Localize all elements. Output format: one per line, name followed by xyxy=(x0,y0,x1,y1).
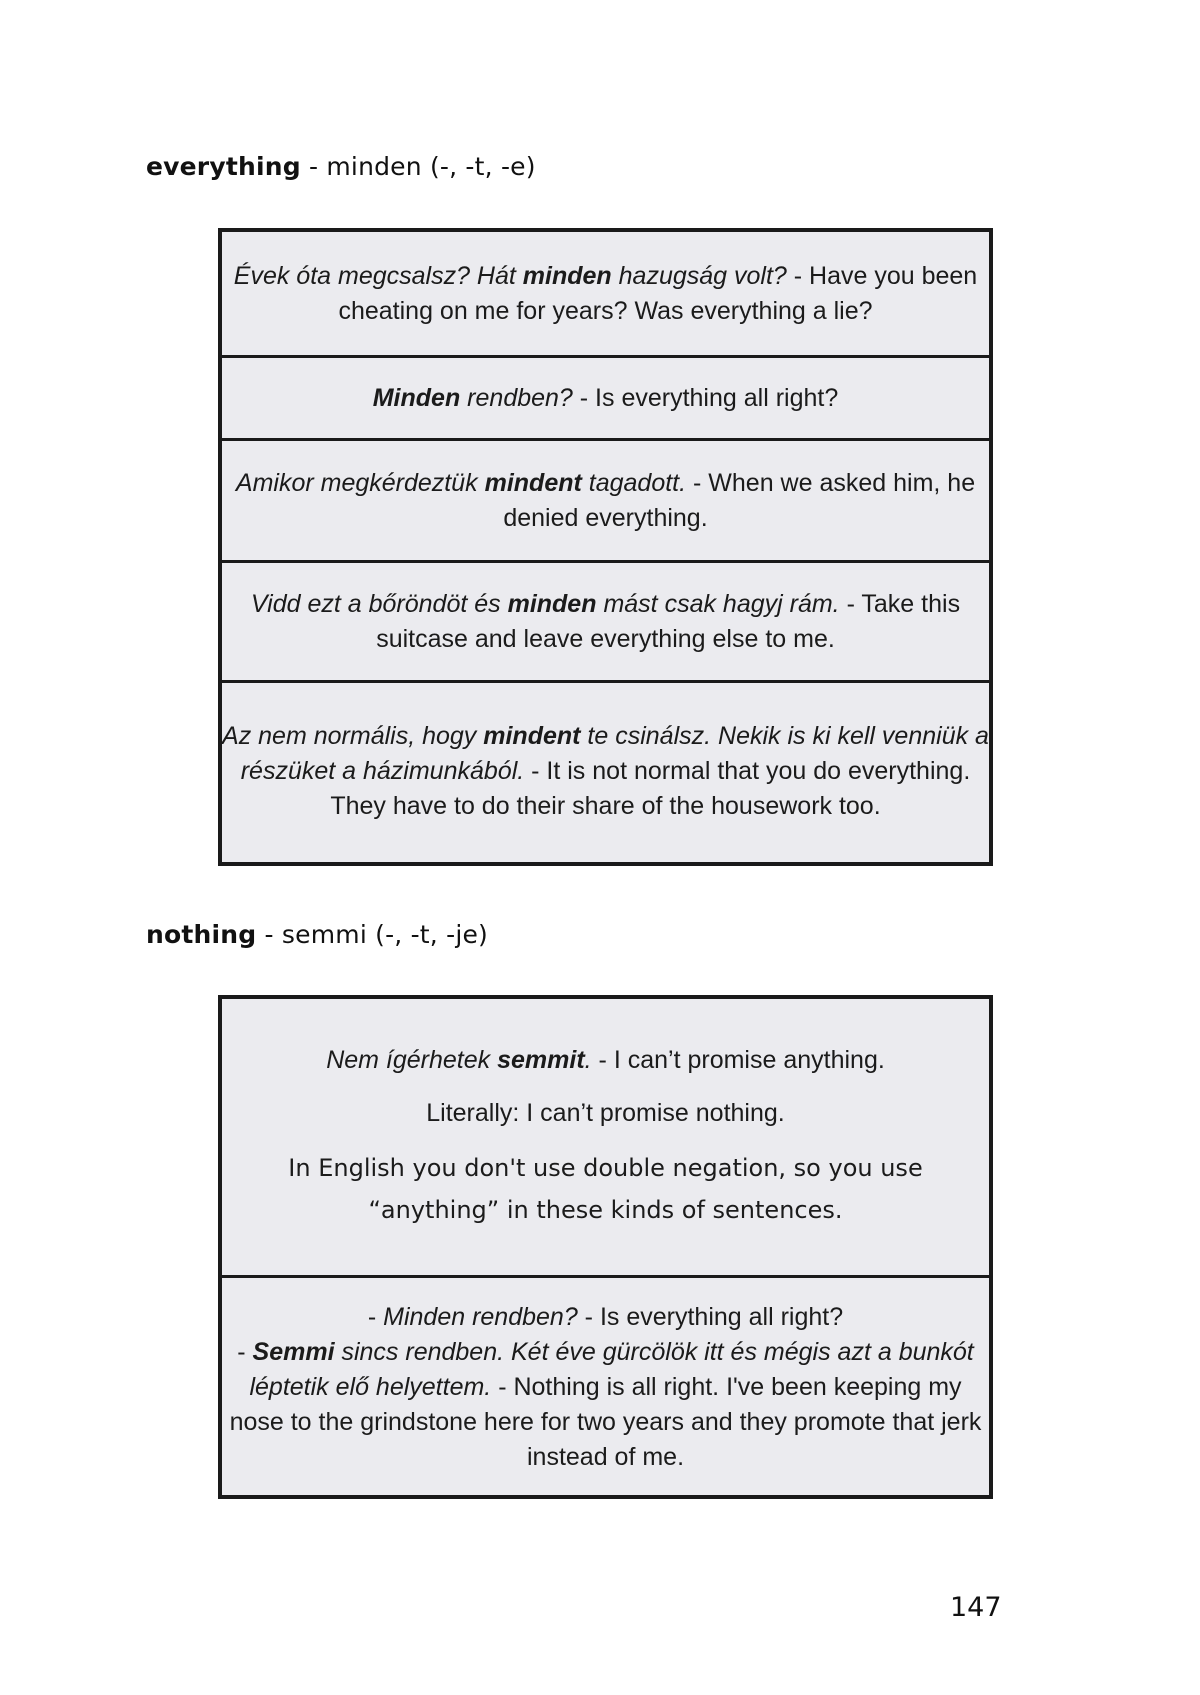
example-text: Literally: I can’t promise nothing. xyxy=(426,1099,785,1127)
example-paragraph xyxy=(222,466,989,536)
keyword-text: mindent xyxy=(483,722,581,750)
keyword-text: minden xyxy=(522,261,612,290)
hungarian-text: hazugság volt? xyxy=(611,261,787,290)
keyword-text: Minden xyxy=(372,383,461,412)
example-paragraph xyxy=(222,1300,989,1335)
example-text: - Is everything all right? xyxy=(572,383,839,412)
example-row xyxy=(222,438,989,560)
hungarian-text: te csinálsz. Nekik is ki kell venniük a részüket a házimunkából. xyxy=(240,722,989,785)
example-row xyxy=(222,355,989,438)
example-text: - It is not normal that you do everything. They have to do their share of the housework too. xyxy=(330,757,971,820)
hungarian-text: Minden rendben? xyxy=(383,1303,578,1331)
example-table-nothing xyxy=(218,995,993,1499)
example-table-everything xyxy=(218,228,993,866)
keyword-text: minden xyxy=(507,589,597,618)
hungarian-text: mást csak hagyj rám. xyxy=(596,589,840,618)
example-text: - Is everything all right? xyxy=(577,1303,844,1331)
hungarian-text: . xyxy=(584,1046,592,1074)
example-paragraph xyxy=(222,381,989,416)
example-row xyxy=(222,999,989,1275)
entry-definition: - semmi (-, -t, -je) xyxy=(256,920,488,949)
page-number: 147 xyxy=(950,1592,1002,1623)
example-row xyxy=(222,680,989,860)
entry-heading-nothing xyxy=(146,920,488,949)
example-paragraph xyxy=(222,1043,989,1078)
example-row xyxy=(222,560,989,680)
keyword-text: Semmi xyxy=(252,1338,335,1366)
hungarian-text: Az nem normális, hogy xyxy=(222,722,484,750)
example-text: - When we asked him, he denied everything. xyxy=(503,468,976,532)
example-text: - xyxy=(237,1338,253,1366)
example-text: In English you don't use double negation, so you use “anything” in these kinds of sentences. xyxy=(288,1154,923,1224)
entry-heading-everything xyxy=(146,152,536,181)
example-paragraph xyxy=(222,259,989,329)
example-text: - xyxy=(367,1303,384,1331)
example-row xyxy=(222,232,989,355)
example-text: - Nothing is all right. I've been keeping my nose to the grindstone here for two years and they promote that jerk instead of me. xyxy=(229,1373,982,1471)
example-paragraph xyxy=(222,1147,989,1231)
entry-definition: - minden (-, -t, -e) xyxy=(300,152,536,181)
example-row xyxy=(222,1275,989,1497)
hungarian-text: Évek óta megcsalsz? Hát xyxy=(233,261,523,290)
example-text: - Have you been cheating on me for years? Was everything a lie? xyxy=(338,261,978,325)
example-paragraph xyxy=(222,719,989,824)
hungarian-text: sincs rendben. Két éve gürcölök itt és mégis azt a bunkót léptetik elő helyettem. xyxy=(249,1338,974,1401)
keyword-text: mindent xyxy=(484,468,582,497)
hungarian-text: Vidd ezt a bőröndöt és xyxy=(250,589,508,618)
hungarian-text: Nem ígérhetek xyxy=(326,1046,498,1074)
hungarian-text: Amikor megkérdeztük xyxy=(235,468,485,497)
entry-word: everything xyxy=(146,152,301,181)
example-paragraph xyxy=(222,1335,989,1475)
example-text: - Take this suitcase and leave everything else to me. xyxy=(376,589,961,653)
hungarian-text: tagadott. xyxy=(581,468,687,497)
entry-word: nothing xyxy=(146,920,257,949)
example-paragraph xyxy=(222,1096,989,1131)
hungarian-text: rendben? xyxy=(460,383,573,412)
example-text: - I can’t promise anything. xyxy=(591,1046,885,1074)
example-paragraph xyxy=(222,587,989,657)
keyword-text: semmit xyxy=(497,1046,585,1074)
